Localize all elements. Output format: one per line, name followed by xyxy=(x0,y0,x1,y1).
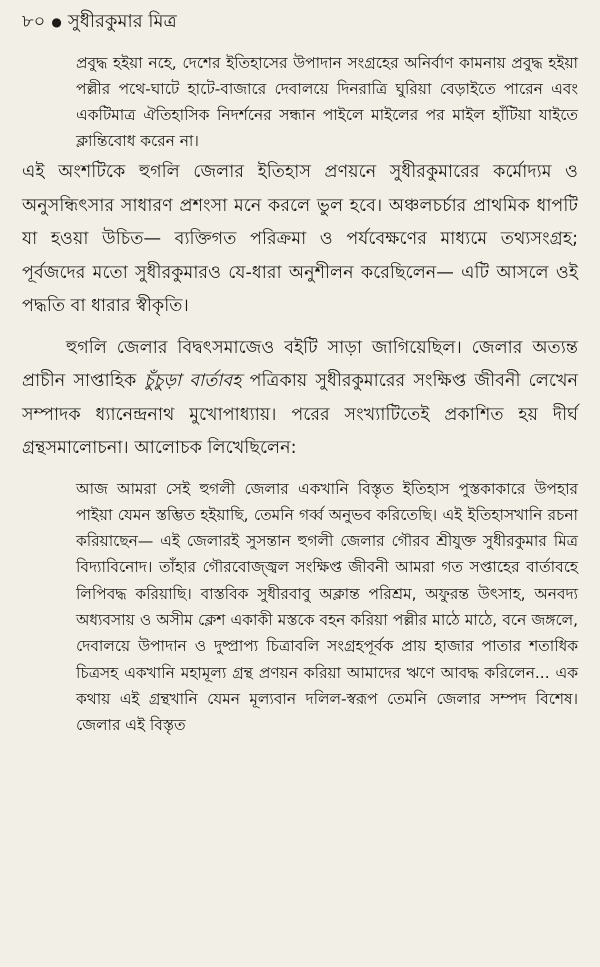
page-number: ৮০ xyxy=(22,10,46,32)
running-header xyxy=(22,8,578,36)
paragraph-2 xyxy=(22,332,578,466)
block-quote-1: প্রবুদ্ধ হইয়া নহে, দেশের ইতিহাসের উপাদান সংগ্রহের অনির্বাণ কামনায় প্রবুদ্ধ হইয়া পল্লীর পথে-ঘাটে হাটে-বাজারে দেবালয়ে দিনরাত্রি ঘুরিয়া বেড়াইতে পারেন এবং একটিমাত্র ঐতিহাসিক নিদর্শনের সন্ধান পাইলে মাইলের পর মাইল হাঁটিয়া যাইতে ক্লান্তিবোধ করেন না। xyxy=(76,54,578,150)
paragraph-1: এই অংশটিকে হুগলি জেলার ইতিহাস প্রণয়নে সুধীরকুমারের কর্মোদ্যম ও অনুসন্ধিৎসার সাধারণ প্রশংসা মনে করলে ভুল হবে। অঞ্চলচর্চার প্রাথমিক ধাপটি যা হওয়া উচিত— ব্যক্তিগত পরিক্রমা ও পর্যবেক্ষণের মাধ্যমে তথ্যসংগ্রহ; পূর্বজদের মতো সুধীরকুমারও যে-ধারা অনুশীলন করেছিলেন— এটি আসলে ওই পদ্ধতি বা ধারার স্বীকৃতি। xyxy=(22,162,578,316)
newspaper-title: চুঁচুড়া বার্তাবহ xyxy=(144,371,242,391)
running-title: সুধীরকুমার মিত্র xyxy=(67,10,177,32)
block-quote-2: আজ আমরা সেই হুগলী জেলার একখানি বিস্তৃত ইতিহাস পুস্তকাকারে উপহার পাইয়া যেমন স্তম্ভিত হইয়াছি, তেমনি গর্ব্ব অনুভব করিতেছি। এই ইতিহাসখানি রচনা করিয়াছেন— এই জেলারই সুসন্তান হুগলী জেলার গৌরব শ্রীযুক্ত সুধীরকুমার মিত্র বিদ্যাবিনোদ। তাঁহার গৌরবোজ্জ্বল সংক্ষিপ্ত জীবনী আমরা গত সপ্তাহের বার্তাবহে লিপিবদ্ধ করিয়াছি। বাস্তবিক সুধীরবাবু অক্লান্ত পরিশ্রম, অফুরন্ত উৎসাহ, অনবদ্য অধ্যবসায় ও অসীম ক্লেশ একাকী মস্তকে বহন করিয়া পল্লীর মাঠে মাঠে, বনে জঙ্গলে, দেবালয়ে উপাদান ও দুষ্প্রাপ্য চিত্রাবলি সংগ্রহপূর্বক প্রায় হাজার পাতার শতাধিক চিত্রসহ একখানি মহামূল্য গ্রন্থ প্রণয়ন করিয়া আমাদের ঋণে আবদ্ধ করিলেন... এক কথায় এই গ্রন্থখানি যেমন মূল্যবান দলিল-স্বরূপ তেমনি জেলার সম্পদ বিশেষ। জেলার এই বিস্তৃত xyxy=(76,479,578,735)
bullet-icon: ● xyxy=(51,15,62,29)
paragraph-2-text-a: হুগলি জেলার বিদ্বৎসমাজেও বইটি সাড়া জাগিয়েছিল। জেলার অত্যন্ত প্রাচীন সাপ্তাহিক xyxy=(22,337,578,391)
paragraph-2-text-b: পত্রিকায় সুধীরকুমারের সংক্ষিপ্ত জীবনী লেখেন সম্পাদক ধ্যানেন্দ্রনাথ মুখোপাধ্যায়। পরের সংখ্যাটিতেই প্রকাশিত হয় দীর্ঘ গ্রন্থসমালোচনা। আলোচক লিখেছিলেন: xyxy=(22,371,578,458)
